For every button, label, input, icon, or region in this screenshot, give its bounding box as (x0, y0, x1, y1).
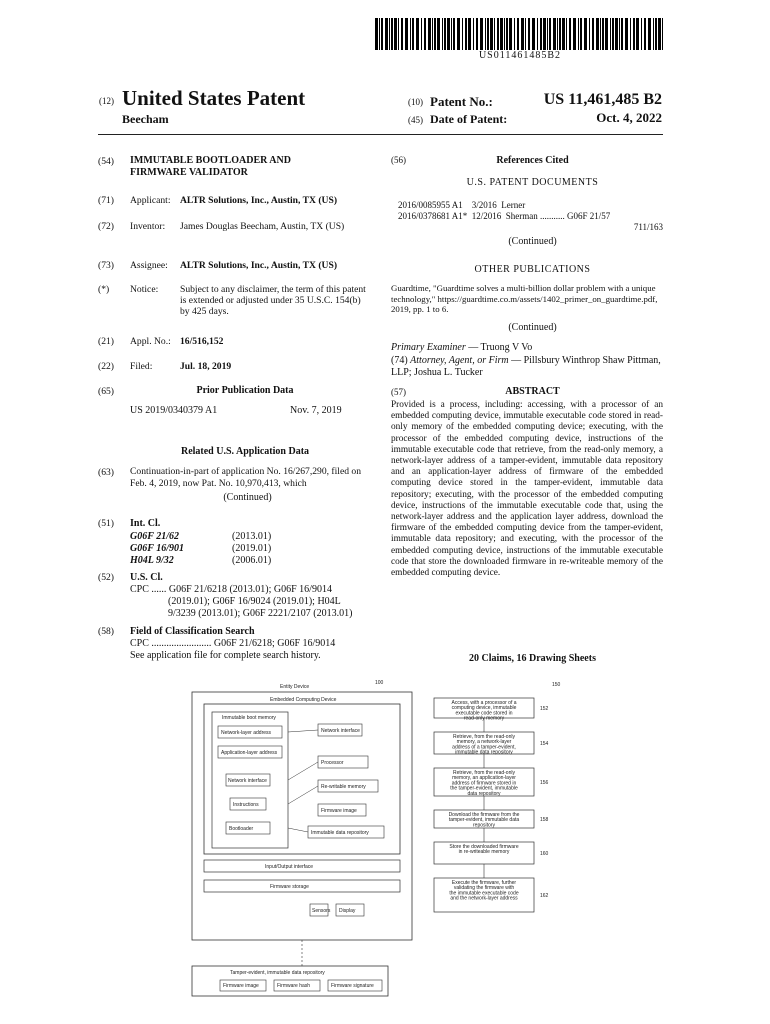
barcode-bar (424, 18, 426, 50)
barcode-bar (600, 18, 601, 50)
flow-step-text: in re-writeable memory (458, 849, 510, 856)
cpc-line-2: (2019.01); G06F 16/9024 (2019.01); H04L (168, 596, 341, 607)
barcode-bar (621, 18, 623, 50)
code-45: (45) (408, 115, 423, 125)
flow-step-text: Retrieve, from the read-only (453, 734, 515, 740)
refs-continued: (Continued) (508, 236, 557, 247)
flow-step-text: Store the downloaded firmware (449, 844, 519, 850)
notice-code: (*) (98, 284, 110, 295)
field-label: Field of Classification Search (130, 626, 255, 637)
barcode-bar (641, 18, 642, 50)
barcode-bar (553, 18, 556, 50)
prior-date: Nov. 7, 2019 (290, 405, 342, 416)
flow-step-text: Download the firmware from the (448, 812, 520, 818)
header-rule (98, 134, 663, 135)
diagram-label: Instructions (233, 802, 259, 808)
barcode-bar (630, 18, 631, 50)
barcode-bar (442, 18, 443, 50)
date-label: Date of Patent: (430, 112, 508, 126)
flow-step-text: repository (473, 822, 495, 829)
barcode-bar (476, 18, 478, 50)
barcode-bar (644, 18, 646, 50)
examiner-line (391, 342, 665, 354)
barcode-bar (389, 18, 390, 50)
pub-continued: (Continued) (508, 322, 557, 333)
intcl-label: Int. Cl. (130, 518, 161, 529)
barcode-bar (662, 18, 663, 50)
barcode-bar (589, 18, 590, 50)
attorney-label: Attorney, Agent, or Firm (410, 355, 509, 366)
barcode-bar (506, 18, 508, 50)
barcode-bar (462, 18, 463, 50)
barcode-bar (494, 18, 495, 50)
entity-label: Entity Device (280, 684, 310, 690)
continuation-code: (63) (98, 467, 114, 478)
intcl-version: (2013.01) (232, 531, 272, 542)
barcode-bar (437, 18, 440, 50)
barcode-bar (517, 18, 519, 50)
flow-step-text: address of firmware stored in (451, 780, 517, 787)
barcode-bar (537, 18, 538, 50)
barcode-bar (500, 18, 503, 50)
barcode-bar (625, 18, 628, 50)
barcode-bar (540, 18, 542, 50)
cpc-line-1: CPC ...... G06F 21/6218 (2013.01); G06F 16/9014 (130, 584, 332, 595)
flow-step-text: memory, an application-layer (452, 775, 516, 782)
flow-step-text: and the network-layer address (450, 895, 518, 902)
title-code: (54) (98, 156, 114, 167)
diagram-label: Firmware signature (331, 983, 374, 989)
flow-step-text: Execute the firmware, further (451, 880, 517, 886)
embedded-label: Embedded Computing Device (270, 697, 337, 703)
appl-code: (21) (98, 336, 114, 347)
prior-heading: Prior Publication Data (196, 385, 294, 396)
inventor-surname: Beecham (122, 112, 169, 126)
barcode-bar (428, 18, 431, 50)
flow-step-ref: 152 (540, 706, 549, 712)
barcode-bar (562, 18, 565, 50)
barcode-bar (416, 18, 419, 50)
attorney-code: (74) (391, 355, 408, 366)
assignee: ALTR Solutions, Inc., Austin, TX (US) (180, 260, 338, 271)
barcode-bar (658, 18, 661, 50)
code-12: (12) (99, 96, 114, 106)
appl-no: 16/516,152 (180, 336, 224, 347)
barcode-bar (421, 18, 422, 50)
patent-title: IMMUTABLE BOOTLOADER AND FIRMWARE VALIDATOR (130, 155, 291, 178)
filed-date: Jul. 18, 2019 (180, 361, 232, 372)
barcode-bar (480, 18, 483, 50)
abstract-heading: ABSTRACT (505, 386, 560, 397)
flow-step-text: computing device, immutable (451, 705, 517, 712)
barcode-bar (385, 18, 388, 50)
diagram-label: Network interface (228, 778, 267, 784)
barcode-bar (451, 18, 452, 50)
barcode (375, 18, 665, 50)
intcl-class: H04L 9/32 (130, 555, 174, 566)
barcode-bar (532, 18, 535, 50)
diagram-label: Processor (321, 760, 344, 766)
boot-rom-label: Immutable boot memory (222, 715, 276, 721)
flow-step-text: data repository (467, 790, 501, 797)
inventor-code: (72) (98, 221, 114, 232)
barcode-bar (434, 18, 436, 50)
uscl-code: (52) (98, 572, 114, 583)
barcode-bar (412, 18, 414, 50)
flow-step-text: validating the firmware with (453, 885, 515, 892)
us-docs-heading: U.S. PATENT DOCUMENTS (466, 177, 599, 188)
applicant: ALTR Solutions, Inc., Austin, TX (US) (180, 195, 338, 206)
flow-step-text: memory, a network-layer (456, 739, 512, 746)
barcode-bar (578, 18, 579, 50)
cpc-line-3: 9/3239 (2013.01); G06F 2221/2107 (2013.01) (168, 608, 353, 619)
intcl-class: G06F 21/62 (130, 531, 179, 542)
barcode-bar (653, 18, 654, 50)
applicant-label: Applicant: (130, 195, 171, 206)
representative-drawing (190, 678, 600, 1000)
barcode-bar (401, 18, 403, 50)
barcode-bar (487, 18, 489, 50)
barcode-bar (485, 18, 486, 50)
barcode-bar (528, 18, 530, 50)
flow-step-ref: 156 (540, 780, 549, 786)
barcode-bar (514, 18, 515, 50)
flow-step-text: read-only memory (463, 715, 505, 722)
ref-100: 100 (375, 680, 384, 686)
appl-label: Appl. No.: (130, 336, 171, 347)
barcode-bar (453, 18, 455, 50)
barcode-bar (619, 18, 620, 50)
barcode-bar (473, 18, 474, 50)
flow-step-ref: 154 (540, 741, 549, 747)
storage-label: Firmware storage (270, 884, 309, 890)
barcode-bar (509, 18, 512, 50)
barcode-bar (543, 18, 546, 50)
other-publication: Guardtime, "Guardtime solves a multi-billion dollar problem with a unique technology," https://guardtime.co.m/assets/1402_primer_on_guardtime.pdf, 2019, pp. 1 to 6. (391, 283, 658, 314)
uscl-label: U.S. Cl. (130, 572, 163, 583)
diagram-label: Re-writable memory (321, 784, 366, 790)
barcode-bar (457, 18, 460, 50)
continuation: Continuation-in-part of application No. 16/267,290, filed on Feb. 4, 2019, now Pat. No. 10,970,413, which (130, 466, 362, 489)
barcode-bar (596, 18, 599, 50)
reference-2-cont: 711/163 (633, 222, 663, 232)
barcode-bar (655, 18, 657, 50)
applicant-code: (71) (98, 195, 114, 206)
barcode-bar (497, 18, 499, 50)
barcode-bar (410, 18, 411, 50)
barcode-bar (465, 18, 467, 50)
filed-code: (22) (98, 361, 114, 372)
barcode-bar (525, 18, 526, 50)
barcode-graphic (375, 18, 665, 50)
barcode-bar (602, 18, 604, 50)
prior-pub: US 2019/0340379 A1 (130, 405, 218, 416)
flow-step-text: immutable data repository (455, 749, 513, 756)
barcode-bar (569, 18, 571, 50)
barcode-bar (381, 18, 383, 50)
related-continued: (Continued) (223, 492, 272, 503)
flow-step-text: address of a tamper-evident, (452, 744, 516, 751)
barcode-bar (580, 18, 582, 50)
barcode-bar (405, 18, 408, 50)
repository-label: Tamper-evident, immutable data repository (230, 970, 325, 976)
barcode-bar (566, 18, 567, 50)
flow-step-text: the tamper-evident, immutable (450, 785, 518, 792)
flow-step-text: executable code stored in (455, 710, 513, 717)
diagram-label: Firmware hash (277, 983, 311, 989)
patent-no-label: Patent No.: (430, 94, 493, 109)
flow-step-ref: 160 (540, 851, 549, 857)
barcode-bar (447, 18, 450, 50)
assignee-label: Assignee: (130, 260, 168, 271)
barcode-bar (521, 18, 524, 50)
refs-heading: References Cited (496, 155, 569, 166)
diagram-label: Firmware image (223, 983, 259, 989)
flow-step-text: the immutable executable code (449, 890, 519, 897)
diagram-label: Immutable data repository (311, 830, 369, 836)
barcode-bar (547, 18, 548, 50)
barcode-bar (549, 18, 551, 50)
barcode-bar (573, 18, 576, 50)
bus-label: Input/Output interface (265, 864, 314, 870)
barcode-bar (468, 18, 471, 50)
barcode-bar (612, 18, 614, 50)
flow-step-text: tamper-evident, immutable data (448, 817, 520, 824)
barcode-bar (379, 18, 380, 50)
patent-number: US 11,461,485 B2 (543, 91, 662, 108)
prior-code: (65) (98, 386, 114, 397)
examiner: — Truong V Vo (468, 342, 533, 353)
refs-code: (56) (391, 155, 406, 165)
barcode-bar (490, 18, 493, 50)
barcode-bar (584, 18, 587, 50)
flowchart (434, 698, 549, 912)
diagram-label: Display (339, 908, 356, 914)
barcode-bar (592, 18, 594, 50)
barcode-bar (559, 18, 561, 50)
diagram-label: Sensors (312, 908, 331, 914)
intcl-code: (51) (98, 518, 114, 529)
attorney-line (391, 355, 665, 379)
barcode-bar (636, 18, 639, 50)
examiner-label: Primary Examiner (391, 342, 466, 353)
barcode-bar (615, 18, 618, 50)
intcl-version: (2006.01) (232, 555, 272, 566)
intcl-class: G06F 16/901 (130, 543, 184, 554)
diagram-label: Network-layer address (221, 730, 272, 736)
other-pub-heading: OTHER PUBLICATIONS (474, 264, 591, 275)
barcode-bar (391, 18, 393, 50)
flow-step-ref: 158 (540, 817, 549, 823)
field-code: (58) (98, 626, 114, 637)
reference-1: 2016/0085955 A1 3/2016 Lerner (398, 200, 526, 210)
barcode-bar (605, 18, 608, 50)
assignee-code: (73) (98, 260, 114, 271)
abstract-text: Provided is a process, including: accessing, with a processor of an embedded computing device, immutable executable code stored in read-only memory of the embedded computing device; executing, with the processor of the embedded computing device, instructions of the immutable executable code that retrieve, from the read-only memory, a network-layer address of a tamper-evident, immutable data repository and an application-layer address of firmware of the embedded computing device stored in the tamper-evident, immutable data repository; executing, with the processor of the embedded computing device, instructions of the immutable executable code that, using the network-layer address and the application layer address, download the firmware of the embedded computing device from the tamper-evident, immutable data repository; and executing, with the processor of the embedded computing device, instructions of the immutable executable code that store the downloaded firmware in re-writeable memory of the embedded computing device. (391, 400, 663, 579)
intcl-version: (2019.01) (232, 543, 272, 554)
inventor-label: Inventor: (130, 221, 166, 232)
field-cpc: CPC ........................ G06F 21/6218; G06F 16/9014 (130, 638, 336, 649)
barcode-bar (444, 18, 446, 50)
reference-2: 2016/0378681 A1* 12/2016 Sherman ........... G06F 21/57 (398, 211, 611, 221)
inventor: James Douglas Beecham, Austin, TX (US) (180, 221, 345, 232)
flow-step-ref: 162 (540, 893, 549, 899)
diagram-label: Bootloader (229, 826, 254, 832)
ref-150: 150 (552, 682, 561, 688)
patent-date: Oct. 4, 2022 (596, 110, 662, 125)
attorney: — Pillsbury Winthrop Shaw Pittman, LLP; Joshua L. Tucker (391, 355, 661, 378)
barcode-bar (394, 18, 397, 50)
barcode-bar (432, 18, 433, 50)
flow-step-text: Access, with a processor of a (451, 700, 517, 706)
claims-summary: 20 Claims, 16 Drawing Sheets (469, 653, 596, 664)
flow-step-text: Retrieve, from the read-only (453, 770, 515, 776)
filed-label: Filed: (130, 361, 153, 372)
related-heading: Related U.S. Application Data (180, 446, 310, 457)
barcode-bar (557, 18, 558, 50)
field-note: See application file for complete search history. (130, 650, 321, 661)
diagram-label: Firmware image (321, 808, 357, 814)
notice: Subject to any disclaimer, the term of this patent is extended or adjusted under 35 U.S.C. 154(b) by 425 days. (180, 284, 366, 317)
barcode-number: US011461485B2 (478, 50, 562, 61)
barcode-bar (610, 18, 611, 50)
code-10: (10) (408, 97, 423, 107)
barcode-bar (633, 18, 635, 50)
abstract-code: (57) (391, 387, 406, 397)
barcode-bar (375, 18, 378, 50)
diagram-label: Network interface (321, 728, 360, 734)
barcode-bar (504, 18, 505, 50)
barcode-bar (648, 18, 651, 50)
doc-type: United States Patent (122, 86, 306, 110)
notice-label: Notice: (130, 284, 159, 295)
barcode-bar (398, 18, 399, 50)
diagram-label: Application-layer address (221, 750, 278, 756)
